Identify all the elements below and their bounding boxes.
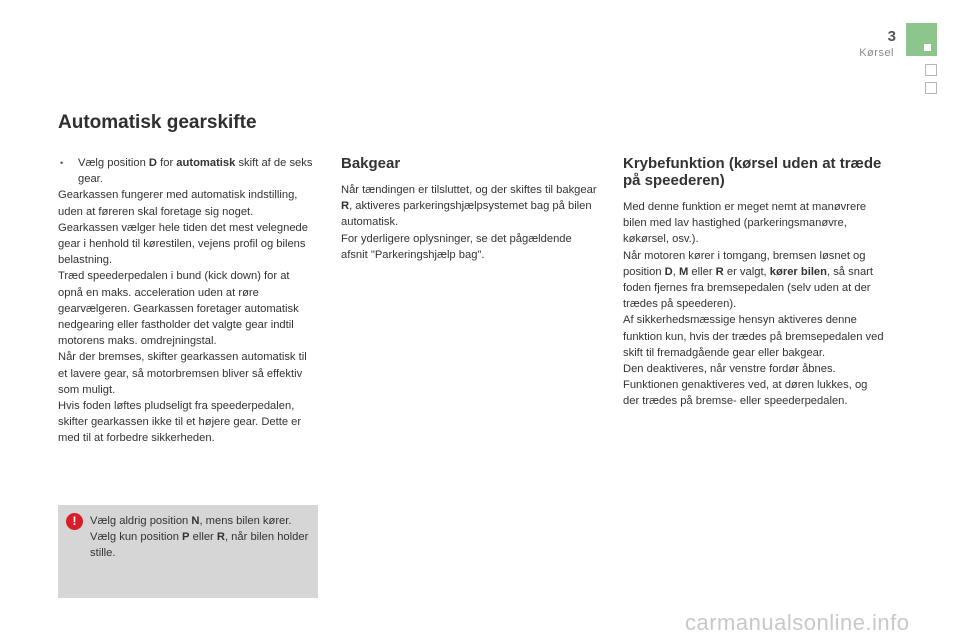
chapter-label: Kørsel [859,47,894,59]
chapter-tab-empty-2[interactable] [925,82,937,94]
chapter-tab-empty-1[interactable] [925,64,937,76]
creep-paragraph-4: Den deaktiveres, når venstre fordør åbnes. Funktionen genaktiveres ved, at døren lukkes, og der trædes på bremse- eller speederpedalen. [623,363,868,408]
bullet-arrow-icon: • [60,158,64,168]
section-heading-creep: Krybefunktion (kørsel uden at træde på speederen) [623,155,882,189]
chapter-tab[interactable] [906,23,937,56]
paragraph-4: Hvis foden løftes pludseligt fra speederpedalen, skifter gearkassen ikke til et højere gear. Dette er med til at forbedre sikkerheden. [58,400,302,445]
creep-paragraph-2: Når motoren kører i tomgang, bremsen løsnet og position D, M eller R er valgt, kører bilen, så snart foden fjernes fra bremsepedalen (selv uden at der trædes på speederen). [623,249,873,311]
chapter-tab-square-icon [924,44,931,51]
warning-box [58,505,318,598]
bullet-item: • Vælg position D for automatisk skift af de seks gear. [60,157,313,186]
warning-text [90,513,312,562]
column-reverse [341,155,599,263]
column-creep [623,155,885,410]
page-number: 3 [887,28,896,45]
column-automatic [58,155,316,447]
section-heading-reverse: Bakgear [341,155,401,172]
warning-line-1: Vælg aldrig position N, mens bilen kører. [90,515,292,527]
creep-paragraph-3: Af sikkerhedsmæssige hensyn aktiveres denne funktion kun, hvis der trædes på bremsepedalen ved skift til fremadgående gear eller bakgear. [623,314,884,359]
paragraph-3: Når der bremses, skifter gearkassen automatisk til et lavere gear, så motorbremsen bliver så effektiv som muligt. [58,351,307,396]
page-title: Automatisk gearskifte [58,112,257,133]
warning-icon: ! [66,513,83,530]
paragraph-2: Træd speederpedalen i bund (kick down) for at opnå en maks. acceleration uden at røre gearvælgeren. Gearkassen foretager automatisk nedgearing eller fastholder det valgte gear indtil motorens maks. omdrejningstal. [58,270,299,348]
reverse-paragraph-2: For yderligere oplysninger, se det pågældende afsnit "Parkeringshjælp bag". [341,232,572,261]
paragraph-1: Gearkassen fungerer med automatisk indstilling, uden at føreren skal foretage sig noget. Gearkassen vælger hele tiden det mest velegnede gear i henhold til kørestilen, vejens profil og bilens belastning. [58,189,309,267]
warning-line-2: Vælg kun position P eller R, når bilen holder stille. [90,531,309,560]
reverse-paragraph-1: Når tændingen er tilsluttet, og der skiftes til bakgear R, aktiveres parkeringshjælpsystemet bag på bilen automatisk. [341,184,597,229]
watermark: carmanualsonline.info [685,610,910,635]
creep-paragraph-1: Med denne funktion er meget nemt at manøvrere bilen med lav hastighed (parkeringsmanøvre, køkørsel, osv.). [623,201,867,246]
